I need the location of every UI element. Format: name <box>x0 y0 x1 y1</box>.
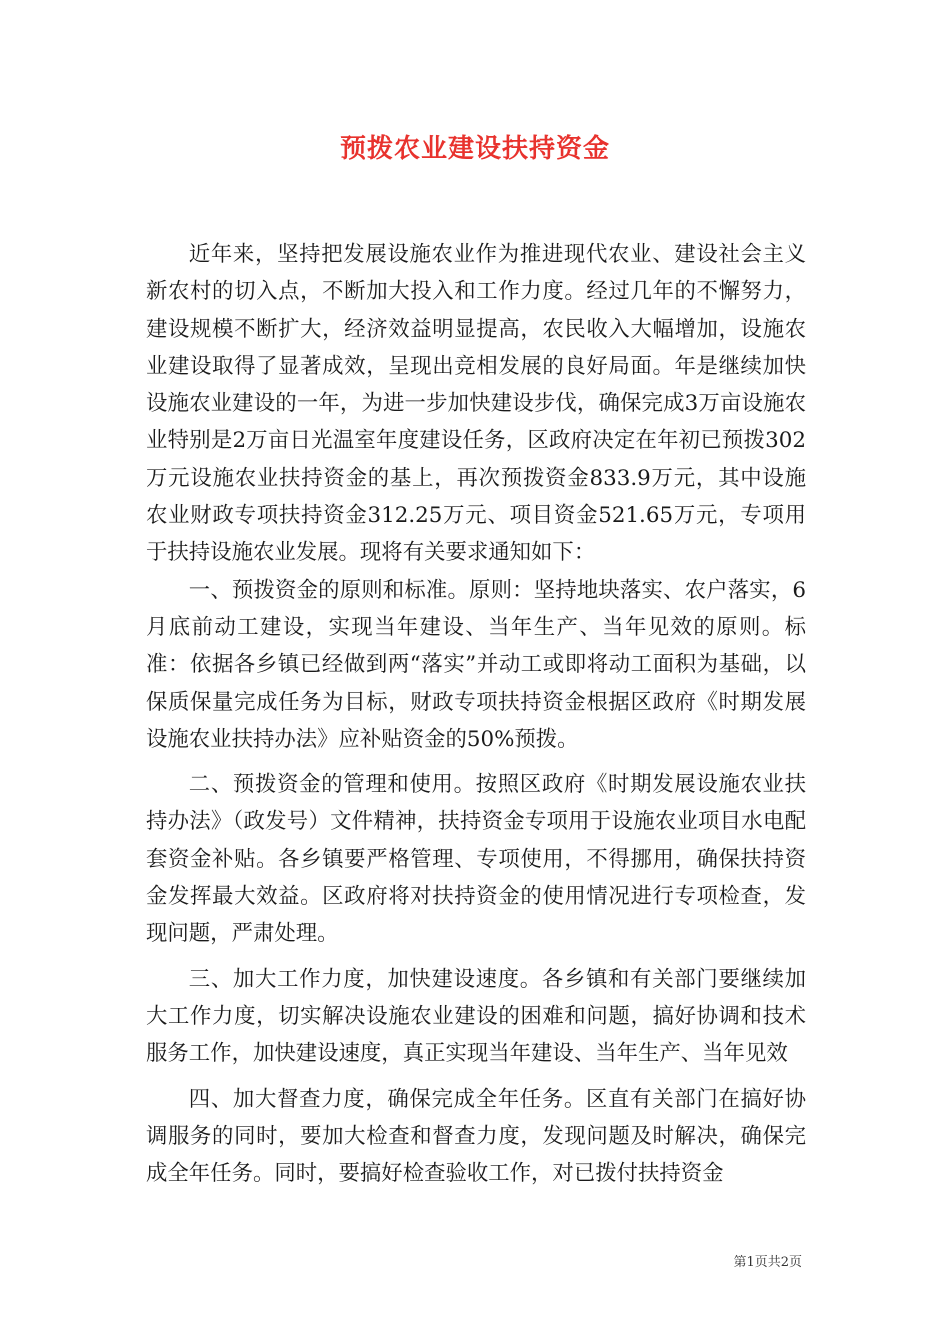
document-title: 预拨农业建设扶持资金 <box>339 134 610 164</box>
paragraph-section-4: 四、加大督查力度，确保完成全年任务。区直有关部门在搞好协调服务的同时，要加大检查和督查力度，发现问题及时解决，确保完成全年任务。同时，要搞好检查验收工作，对已拨付扶持资金 <box>146 1086 806 1187</box>
paragraph-section-3: 三、加大工作力度，加快建设速度。各乡镇和有关部门要继续加大工作力度，切实解决设施农业建设的困难和问题，搞好协调和技术服务工作，加快建设速度，真正实现当年建设、当年生产、当年见效 <box>146 966 806 1067</box>
paragraph-section-1: 一、预拨资金的原则和标准。原则：坚持地块落实、农户落实，6月底前动工建设，实现当年建设、当年生产、当年见效的原则。标准：依据各乡镇已经做到两“落实”并动工或即将动工面积为基础，以保质保量完成任务为目标，财政专项扶持资金根据区政府《时期发展设施农业扶持办法》应补贴资金的50%预拨。 <box>146 577 806 752</box>
paragraph-section-2: 二、预拨资金的管理和使用。按照区政府《时期发展设施农业扶持办法》（政发号）文件精神，扶持资金专项用于设施农业项目水电配套资金补贴。各乡镇要严格管理、专项使用，不得挪用，确保扶持资金发挥最大效益。区政府将对扶持资金的使用情况进行专项检查，发现问题，严肃处理。 <box>146 772 806 947</box>
page-number: 第1页共2页 <box>733 1255 802 1270</box>
paragraph-intro: 近年来，坚持把发展设施农业作为推进现代农业、建设社会主义新农村的切入点，不断加大投入和工作力度。经过几年的不懈努力，建设规模不断扩大，经济效益明显提高，农民收入大幅增加，设施农业建设取得了显著成效，呈现出竞相发展的良好局面。年是继续加快设施农业建设的一年，为进一步加快建设步伐，确保完成3万亩设施农业特别是2万亩日光温室年度建设任务，区政府决定在年初已预拨302万元设施农业扶持资金的基上，再次预拨资金833.9万元，其中设施农业财政专项扶持资金312.25万元、项目资金521.65万元，专项用于扶持设施农业发展。现将有关要求通知如下： <box>146 242 806 566</box>
document-body <box>146 236 806 1192</box>
